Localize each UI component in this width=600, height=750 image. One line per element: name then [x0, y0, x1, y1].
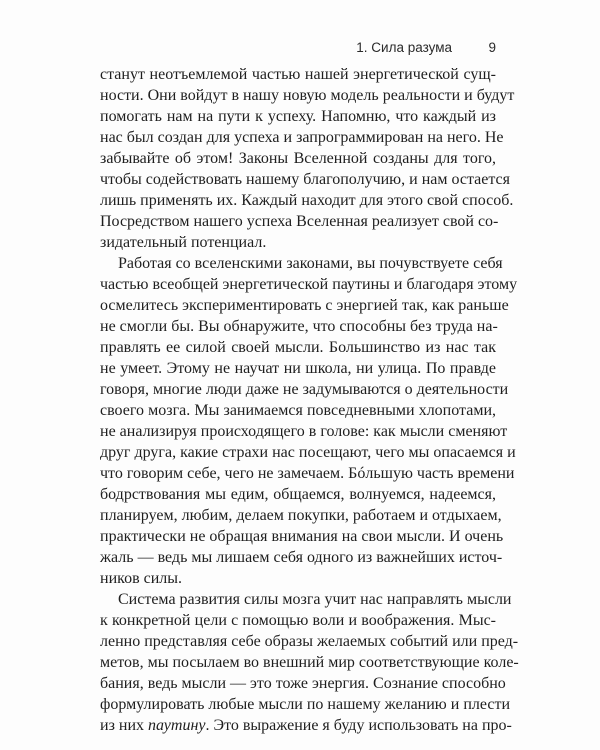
- running-header: [100, 40, 496, 58]
- page-number: 9: [488, 40, 496, 55]
- text-line: нас был создан для успеха и запрограммирован на него. Не: [100, 129, 504, 146]
- text-line: что говорим себе, чего не замечаем. Бóльшую часть времени: [100, 465, 515, 482]
- text-line: к конкретной цели с помощью воли и воображения. Мыс-: [100, 612, 496, 629]
- text-line: лишь применять их. Каждый находит для этого свой способ.: [100, 192, 514, 209]
- text-line: осмелитесь экспериментировать с энергией так, как раньше: [100, 297, 509, 314]
- text-line: ности. Они войдут в нашу новую модель реальности и будут: [100, 87, 515, 104]
- text-line: не умеет. Этому не научат ни школа, ни улица. По правде: [100, 360, 496, 377]
- text-line: жаль — ведь мы лишаем себя одного из важнейших источ-: [100, 549, 503, 566]
- text-line: планируем, любим, делаем покупки, работаем и отдыхаем,: [100, 507, 502, 524]
- text-line: не анализируя происходящего в голове: как мысли сменяют: [100, 423, 508, 440]
- text-line: друг друга, какие страхи нас посещают, чего мы опасаемся и: [100, 444, 516, 461]
- text-line: бания, ведь мысли — это тоже энергия. Сознание способно: [100, 675, 506, 692]
- text-line: Посредством нашего успеха Вселенная реализует свой со-: [100, 213, 499, 230]
- text-span: . Это выражение я буду использовать на про-: [205, 717, 512, 734]
- text-span: из них: [100, 717, 149, 734]
- text-line: практически не обращая внимания на свои мысли. И очень: [100, 528, 504, 545]
- text-line: зидательный потенциал.: [100, 234, 267, 251]
- text-line-with-italic: [100, 715, 512, 736]
- text-line: бодрствования мы едим, общаемся, волнуемся, надеемся,: [100, 486, 496, 503]
- text-line: забывайте об этом! Законы Вселенной созданы для того,: [100, 150, 496, 167]
- paragraph-first-line: Система развития силы мозга учит нас направлять мысли: [118, 591, 512, 608]
- text-line: чтобы содействовать нашему благополучию, и нам остается: [100, 171, 511, 188]
- text-line: своего мозга. Мы занимаемся повседневными хлопотами,: [100, 402, 496, 419]
- text-line: не смогли бы. Вы обнаружите, что способны без труда на-: [100, 318, 498, 335]
- text-line: говоря, многие люди даже не задумываются о деятельности: [100, 381, 509, 398]
- text-line: станут неотъемлемой частью нашей энергетической сущ-: [100, 66, 496, 83]
- text-line: формулировать любые мысли по нашему желанию и плести: [100, 696, 511, 713]
- text-line: ников силы.: [100, 570, 183, 587]
- text-line: метов, мы посылаем во внешний мир соответствующие коле-: [100, 654, 519, 671]
- text-line: ленно представляя себе образы желаемых событий или пред-: [100, 633, 519, 650]
- text-line: помогать нам на пути к успеху. Напомню, что каждый из: [100, 108, 496, 125]
- paragraph-first-line: Работая со вселенскими законами, вы почувствуете себя: [118, 255, 503, 272]
- chapter-title: 1. Сила разума: [356, 40, 452, 55]
- text-line: частью всеобщей энергетической паутины и благодаря этому: [100, 276, 518, 293]
- italic-term: паутину: [148, 717, 206, 734]
- text-line: правлять ее силой своей мысли. Большинство из нас так: [100, 339, 496, 356]
